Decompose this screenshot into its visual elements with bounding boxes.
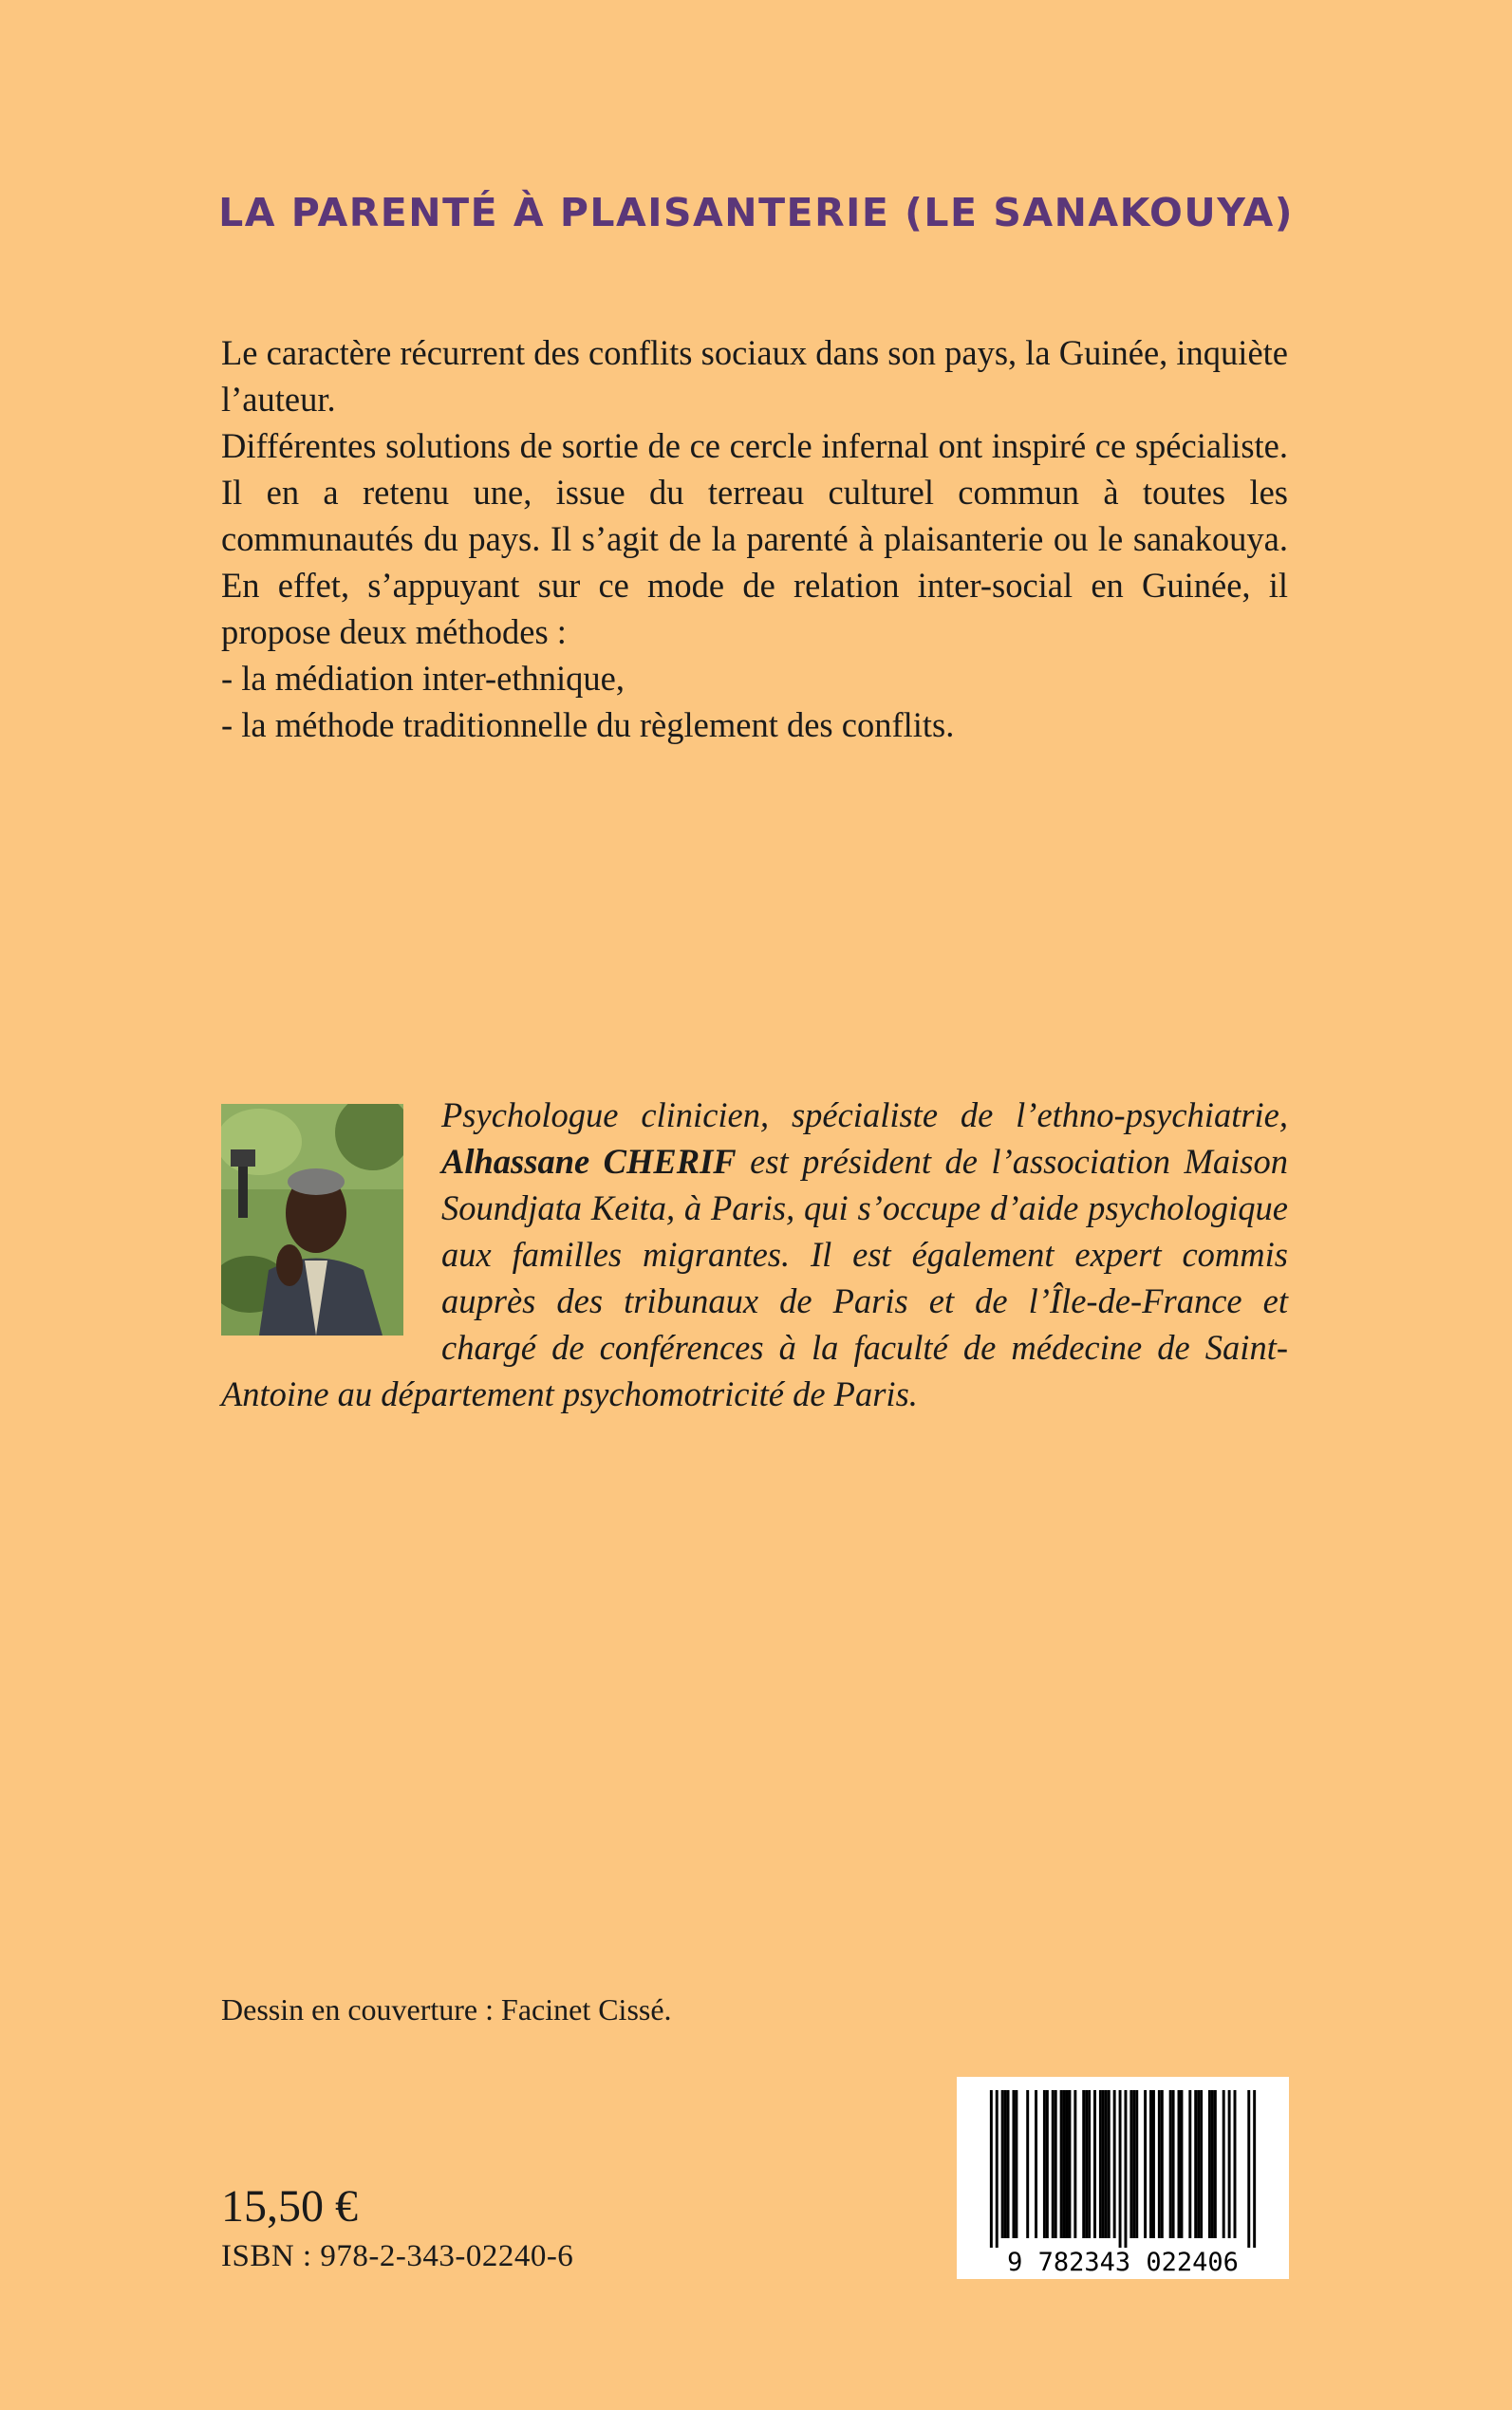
barcode-bar [1211,2090,1214,2238]
barcode-bar [1004,2090,1007,2238]
barcode-bar [1113,2090,1116,2238]
price: 15,50 € [221,2181,358,2232]
barcode-bar [1068,2090,1071,2238]
barcode-bar [1073,2090,1076,2238]
barcode-bar [1214,2090,1217,2238]
barcode-bar [1158,2090,1161,2238]
synopsis [221,329,1288,748]
barcode-bar [1099,2090,1102,2238]
barcode-bar [1063,2090,1066,2238]
barcode-bar [1223,2090,1225,2238]
barcode-bar [1108,2090,1111,2238]
barcode-bar [1026,2090,1029,2238]
barcode-bar [1129,2090,1132,2238]
barcode-bar [1060,2090,1063,2238]
barcode-bar [1085,2090,1088,2238]
barcode-bar [1180,2090,1183,2238]
barcode-bar [1007,2090,1010,2238]
barcode-bar [1015,2090,1017,2238]
barcode-bar [1082,2090,1085,2238]
barcode-bar [1043,2090,1046,2238]
barcode-digits: 9 782343 022406 [1007,2248,1239,2277]
barcode-bar [1197,2090,1200,2238]
isbn: ISBN : 978-2-343-02240-6 [221,2239,574,2273]
bio-text-after: est président de l’association Maison Soundjata Keita, à Paris, qui s’occupe d’aide psychologique aux familles migrantes. Il est également expert commis auprès des tribunaux de Paris et de l’Île-de-France et chargé de conférences à la faculté de médecine de Saint-Antoine au département psychomotricité de Paris. [221,1142,1288,1413]
barcode-bar [1253,2090,1256,2248]
cover-credit: Dessin en couverture : Facinet Cissé. [221,1992,672,2027]
barcode-bar [1119,2090,1122,2248]
barcode-bar [1194,2090,1197,2238]
barcode-bar [1001,2090,1004,2238]
barcode-bar [1234,2090,1237,2238]
barcode-bar [1200,2090,1203,2238]
synopsis-list-item-2: - la méthode traditionnelle du règlement des conflits. [221,705,955,744]
barcode-bar [1149,2090,1152,2238]
barcode-bar [1055,2090,1057,2238]
barcode-bar [1066,2090,1069,2238]
barcode-bar [1124,2090,1127,2248]
book-title: LA PARENTÉ À PLAISANTERIE (LE SANAKOUYA) [218,190,1294,235]
barcode-bar [1093,2090,1096,2238]
author-name: Alhassane CHERIF [441,1142,737,1181]
synopsis-paragraph-2: Différentes solutions de sortie de ce cercle infernal ont inspiré ce spécialiste. Il en a retenu une, issue du terreau culturel commun à toutes les communautés du pays. Il s’agit de la parenté à plaisanterie ou le sanakouya. En effet, s’appuyant sur ce mode de relation inter-social en Guinée, il propose deux méthodes : [221,426,1288,651]
author-bio [221,1092,1288,1417]
synopsis-list-item-1: - la médiation inter-ethnique, [221,659,625,698]
barcode [957,2077,1289,2279]
barcode-bar [1144,2090,1147,2238]
barcode-bar [1172,2090,1175,2238]
barcode-bar [1228,2090,1231,2238]
barcode-bar [1178,2090,1181,2238]
barcode-bar [1132,2090,1135,2238]
barcode-bar [1188,2090,1191,2238]
barcode-bar [990,2090,993,2248]
barcode-bar [1135,2090,1138,2238]
barcode-bar [1046,2090,1049,2238]
barcode-bar [1161,2090,1164,2238]
bio-text-before: Psychologue clinicien, spécialiste de l’ethno-psychiatrie, [441,1095,1288,1134]
barcode-graphic [957,2077,1289,2279]
barcode-bar [1247,2090,1250,2248]
barcode-bar [1208,2090,1211,2238]
author-photo [221,1104,403,1336]
barcode-bar [1088,2090,1091,2238]
barcode-bars [990,2090,1256,2248]
barcode-bar [1052,2090,1055,2238]
barcode-bar [1105,2090,1108,2238]
barcode-bar [1152,2090,1155,2238]
barcode-bar [1102,2090,1105,2238]
barcode-bar [1012,2090,1015,2238]
synopsis-paragraph-1: Le caractère récurrent des conflits sociaux dans son pays, la Guinée, inquiète l’auteur. [221,333,1288,419]
barcode-bar [1169,2090,1172,2238]
barcode-bar [996,2090,999,2248]
barcode-bar [1035,2090,1037,2238]
